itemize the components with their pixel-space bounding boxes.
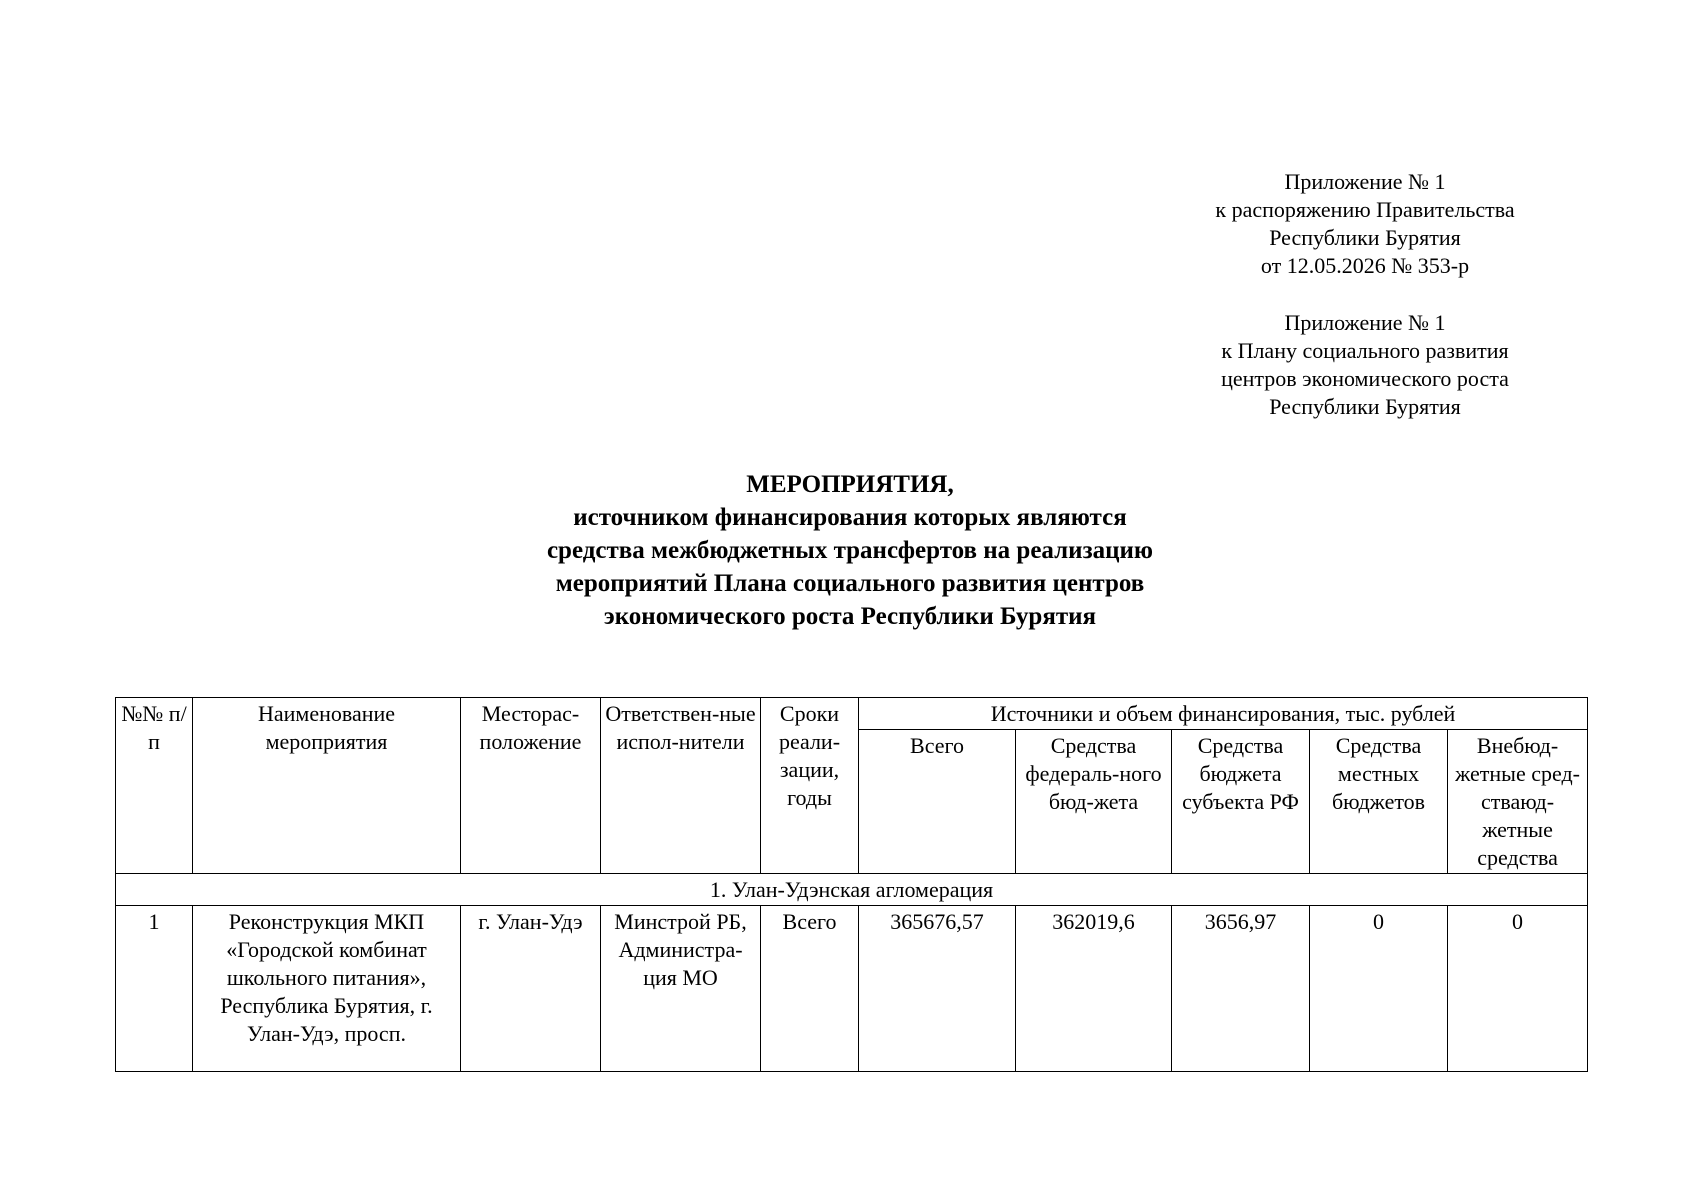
appendix-2-line: Приложение № 1 [1284,310,1446,335]
title-line: мероприятий Плана социального развития центров [555,570,1145,597]
section-row [116,874,1588,906]
cell-federal: 362019,6 [1016,906,1172,1072]
header-responsible: Ответствен-ные испол-нители [601,698,761,874]
table-row [116,906,1588,1072]
appendix-1-date-line: от 12.05.2026 № 353-р [1260,253,1470,278]
activities-table [115,697,1588,1072]
appendix-1-line: к распоряжению Правительства [1215,197,1515,222]
cell-num: 1 [116,906,193,1072]
title-line: МЕРОПРИЯТИЯ, [746,471,954,498]
cell-terms: Всего [761,906,859,1072]
table-header-row [116,698,1588,730]
title-line: средства межбюджетных трансфертов на реализацию [546,537,1154,564]
header-federal: Средства федераль-ного бюд-жета [1016,730,1172,874]
cell-total: 365676,57 [859,906,1016,1072]
appendix-1-block [1140,168,1590,280]
header-local: Средства местных бюджетов [1310,730,1448,874]
header-subject: Средства бюджета субъекта РФ [1172,730,1310,874]
appendix-1-line: Республики Бурятия [1269,225,1461,250]
document-title [350,468,1350,633]
appendix-2-line: центров экономического роста [1221,366,1509,391]
cell-local: 0 [1310,906,1448,1072]
appendix-1-line: Приложение № 1 [1284,169,1446,194]
appendix-2-block [1140,309,1590,421]
title-line: источником финансирования которых являются [573,504,1127,531]
header-location: Месторас-положение [461,698,601,874]
title-line: экономического роста Республики Бурятия [603,603,1097,630]
cell-subject: 3656,97 [1172,906,1310,1072]
header-name: Наименование мероприятия [193,698,461,874]
appendix-2-line: к Плану социального развития [1221,338,1509,363]
header-num: №№ п/п [116,698,193,874]
appendix-2-line: Республики Бурятия [1269,394,1461,419]
cell-name: Реконструкция МКП «Городской комбинат школьного питания», Республика Бурятия, г. Улан-Удэ, просп. [193,906,461,1072]
cell-location: г. Улан-Удэ [461,906,601,1072]
header-terms: Сроки реали-зации, годы [761,698,859,874]
cell-responsible: Минстрой РБ, Администра-ция МО [601,906,761,1072]
header-extra: Внебюд-жетные сред-стваюд-жетные средства [1448,730,1588,874]
header-funding-group: Источники и объем финансирования, тыс. рублей [859,698,1588,730]
header-total: Всего [859,730,1016,874]
section-title: 1. Улан-Удэнская агломерация [116,874,1588,906]
cell-extra: 0 [1448,906,1588,1072]
